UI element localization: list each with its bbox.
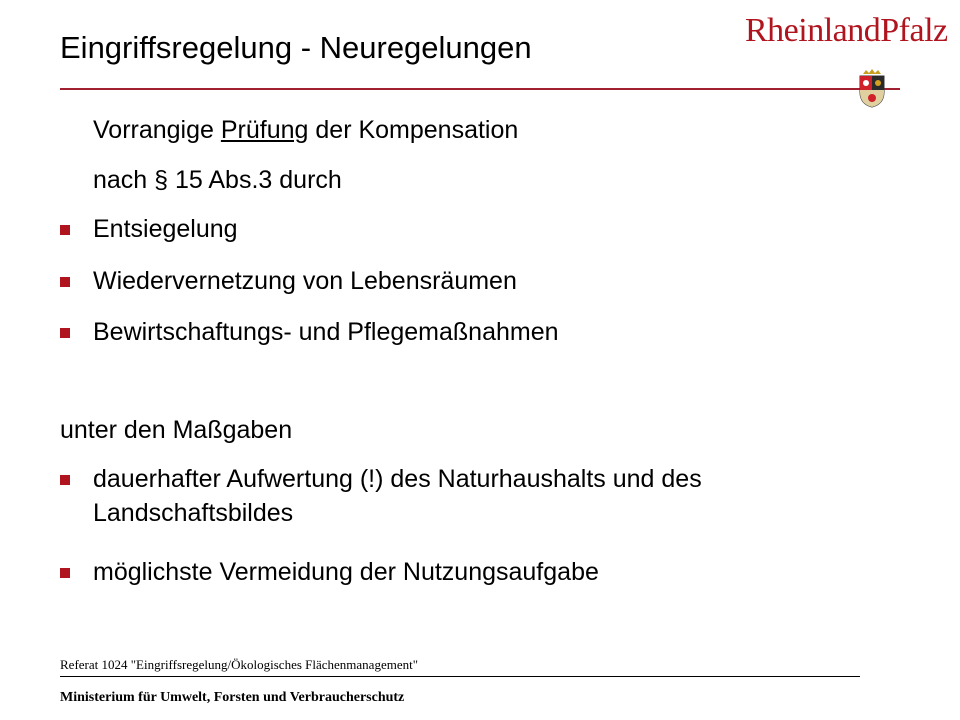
- list-item-text: Bewirtschaftungs- und Pflegemaßnahmen: [93, 318, 559, 346]
- coat-of-arms-icon: [857, 68, 887, 108]
- bullet-square-icon: [60, 568, 70, 578]
- list-item-text: Wiedervernetzung von Lebensräumen: [93, 267, 517, 295]
- footer-ministry: Ministerium für Umwelt, Forsten und Verbraucherschutz: [60, 690, 405, 705]
- rheinland-pfalz-logo: RheinlandPfalz: [745, 12, 948, 49]
- list-item-text: Entsiegelung: [93, 215, 238, 243]
- list-item-text: möglichste Vermeidung der Nutzungsaufgabe: [93, 558, 599, 586]
- bullet-square-icon: [60, 328, 70, 338]
- footer-referat: Referat 1024 "Eingriffsregelung/Ökologisches Flächenmanagement": [60, 657, 419, 672]
- intro-prefix: Vorrangige: [93, 116, 221, 144]
- bullet-square-icon: [60, 475, 70, 485]
- list-item-text: dauerhafter Aufwertung (!) des Naturhaushalts und des Landschaftsbildes: [93, 465, 702, 527]
- intro-line-2: nach § 15 Abs.3 durch: [93, 166, 342, 194]
- slide-title: Eingriffsregelung - Neuregelungen: [60, 30, 532, 65]
- footer-divider: [60, 676, 860, 677]
- intro-line-1: [93, 116, 518, 145]
- subheading: unter den Maßgaben: [60, 416, 293, 444]
- bullet-square-icon: [60, 225, 70, 235]
- intro-suffix: der Kompensation: [308, 116, 519, 144]
- bullet-square-icon: [60, 277, 70, 287]
- title-divider: [60, 88, 900, 90]
- intro-underlined-word: Prüfung: [220, 116, 309, 144]
